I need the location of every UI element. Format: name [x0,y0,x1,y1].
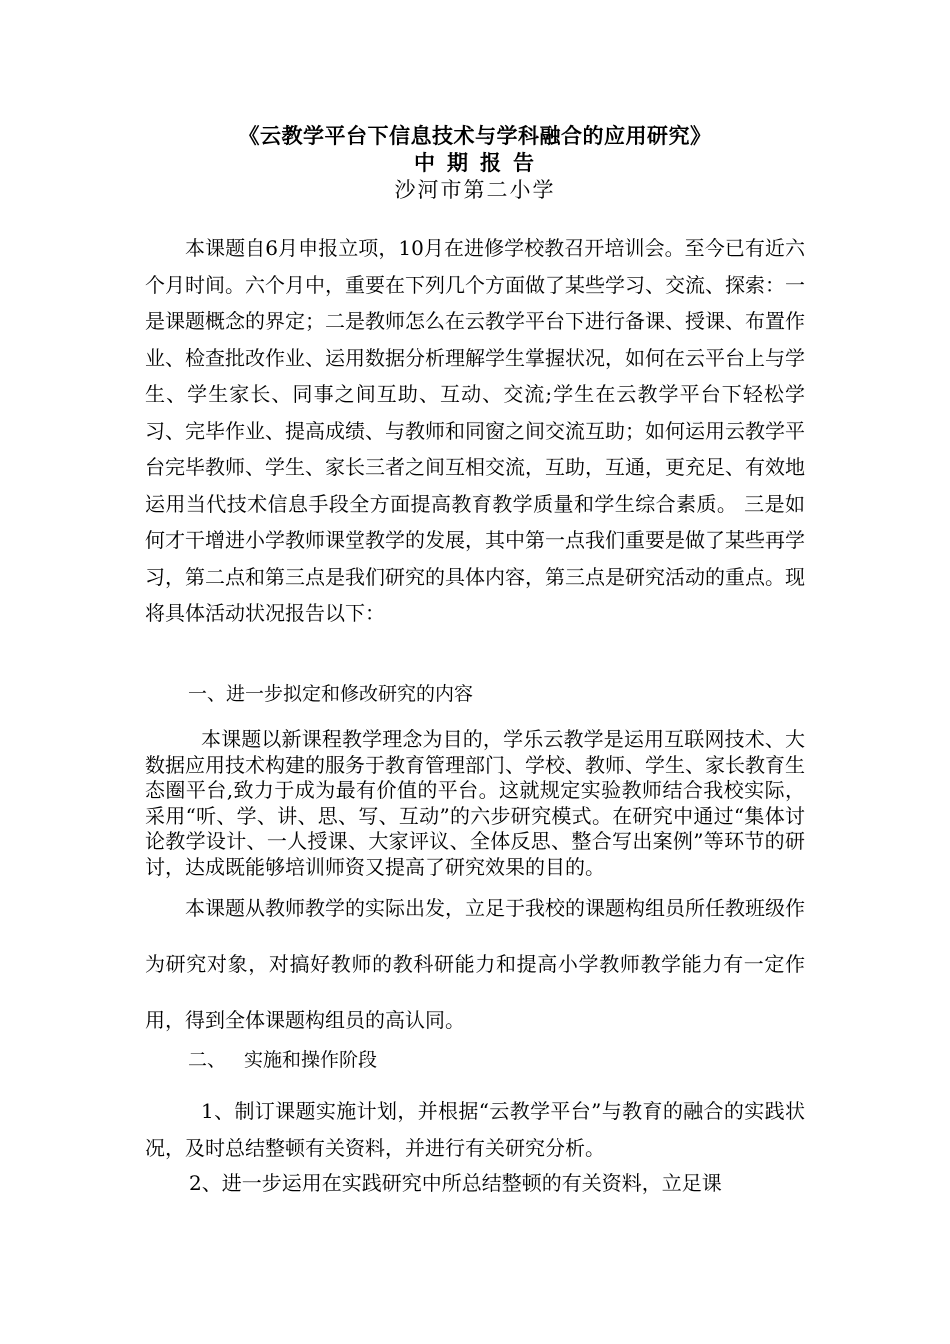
intro-paragraph: 本课题自6月申报立项，10月在进修学校教召开培训会。至今已有近六个月时间。六个月中，重要在下列几个方面做了某些学习、交流、探索：一是课题概念的界定；二是教师怎么在云教学平台下进行备课、授课、布置作业、检查批改作业、运用数据分析理解学生掌握状况，如何在云平台上与学生、学生家长、同事之间互助、互动、交流;学生在云教学平台下轻松学习、完毕作业、提高成绩、与教师和同窗之间交流互助；如何运用云教学平台完毕教师、学生、家长三者之间互相交流，互助，互通，更充足、有效地运用当代技术信息手段全方面提高教育教学质量和学生综合素质。 三是如何才干增进小学教师课堂教学的发展，其中第一点我们重要是做了某些再学习，第二点和第三点是我们研究的具体内容，第三点是研究活动的重点。现将具体活动状况报告以下： [145,236,805,625]
section-2-heading-line [188,1046,377,1074]
document-title: 《云教学平台下信息技术与学科融合的应用研究》 [238,124,712,148]
section-2-heading: 实施和操作阶段 [244,1049,378,1071]
section-2-number: 二、 [188,1049,227,1071]
document-subtitle: 中期报告 [414,151,546,175]
section-1-heading: 一、进一步拟定和修改研究的内容 [188,683,474,705]
school-name: 沙河市第二小学 [394,178,556,202]
section-2-item-2: 2、进一步运用在实践研究中所总结整顿的有关资料，立足课 [189,1171,722,1195]
section-1-paragraph-2: 本课题从教师教学的实际出发，立足于我校的课题构组员所任教班级作为研究对象，对搞好教师的教科研能力和提高小学教师教学能力有一定作用，得到全体课题构组员的高认同。 [145,896,805,1032]
section-2-item-1: 1、制订课题实施计划，并根据“云教学平台”与教育的融合的实践状况，及时总结整顿有关资料，并进行有关研究分析。 [145,1099,805,1160]
section-1-paragraph-1: 本课题以新课程教学理念为目的，学乐云教学是运用互联网技术、大数据应用技术构建的服务于教育管理部门、学校、教师、学生、家长教育生态圈平台,致力于成为最有价值的平台。这就规定实验教师结合我校实际，采用“听、学、讲、思、写、互动”的六步研究模式。在研究中通过“集体讨论教学设计、一人授课、大家评议、全体反思、整合写出案例”等环节的研讨，达成既能够培训师资又提高了研究效果的目的。 [145,727,805,879]
